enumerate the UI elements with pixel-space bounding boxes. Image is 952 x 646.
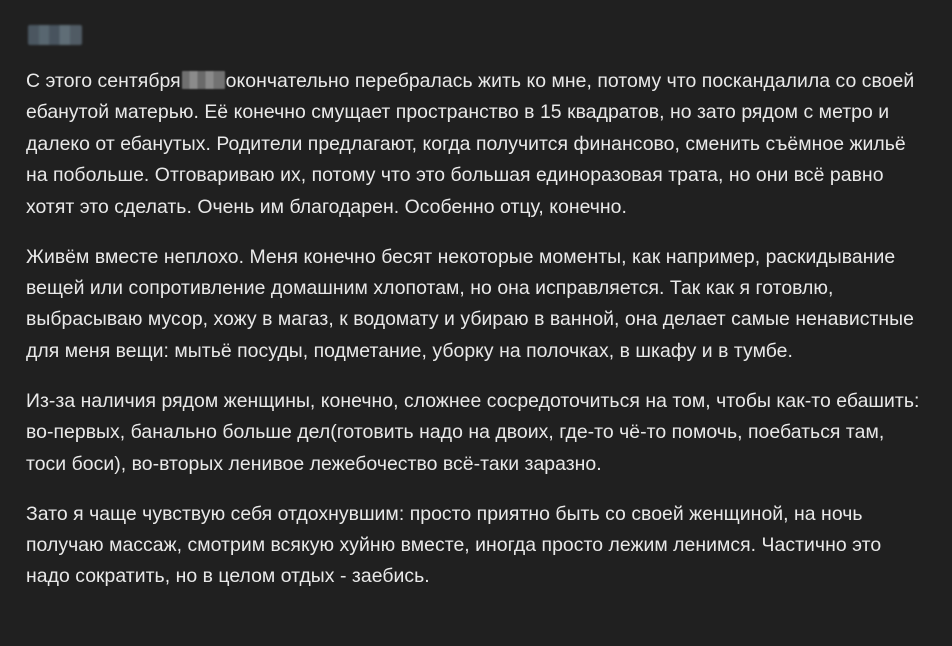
redacted-name-inline (182, 71, 225, 89)
post-paragraph: Живём вместе неплохо. Меня конечно бесят некоторые моменты, как например, раскидывание вещей или сопротивление домашним хлопотам, но она исправляется. Так как я готовлю, выбрасываю мусор, хожу в магаз, к водомату и убираю в ванной, она делает самые ненавистные для меня вещи: мытьё посуды, подметание, уборку на полочках, в шкафу и в тумбе. (26, 245, 915, 362)
paragraph-text-end: окончательно перебралась жить ко мне, потому что поскандалила со своей ебанутой матерью. Её конечно смущает пространство в 15 квадратов, но зато рядом с метро и далеко от ебанутых. Родители предлагают, когда получится финансово, сменить съёмное жильё на побольше. Отговариваю их, потому что это большая единоразовая трата, но они всё равно хотят это сделать. Очень им благодарен. Особенно отцу, конечно. (26, 70, 915, 218)
paragraph-text-start: С этого сентября (26, 70, 181, 92)
post-body (26, 66, 926, 593)
post-paragraph (26, 66, 926, 223)
post-paragraph: Из-за наличия рядом женщины, конечно, сложнее сосредоточиться на том, чтобы как-то ебашить: во-первых, банально больше дел(готовить надо на двоих, где-то чё-то помочь, поебаться там, тоси боси), во-вторых ленивое лежебочество всё-таки заразно. (26, 389, 920, 475)
redacted-author-name (28, 25, 82, 45)
post-paragraph: Зато я чаще чувствую себя отдохнувшим: просто приятно быть со своей женщиной, на ночь получаю массаж, смотрим всякую хуйню вместе, иногда просто лежим ленимся. Частично это надо сократить, но в целом отдых - заебись. (26, 502, 882, 588)
